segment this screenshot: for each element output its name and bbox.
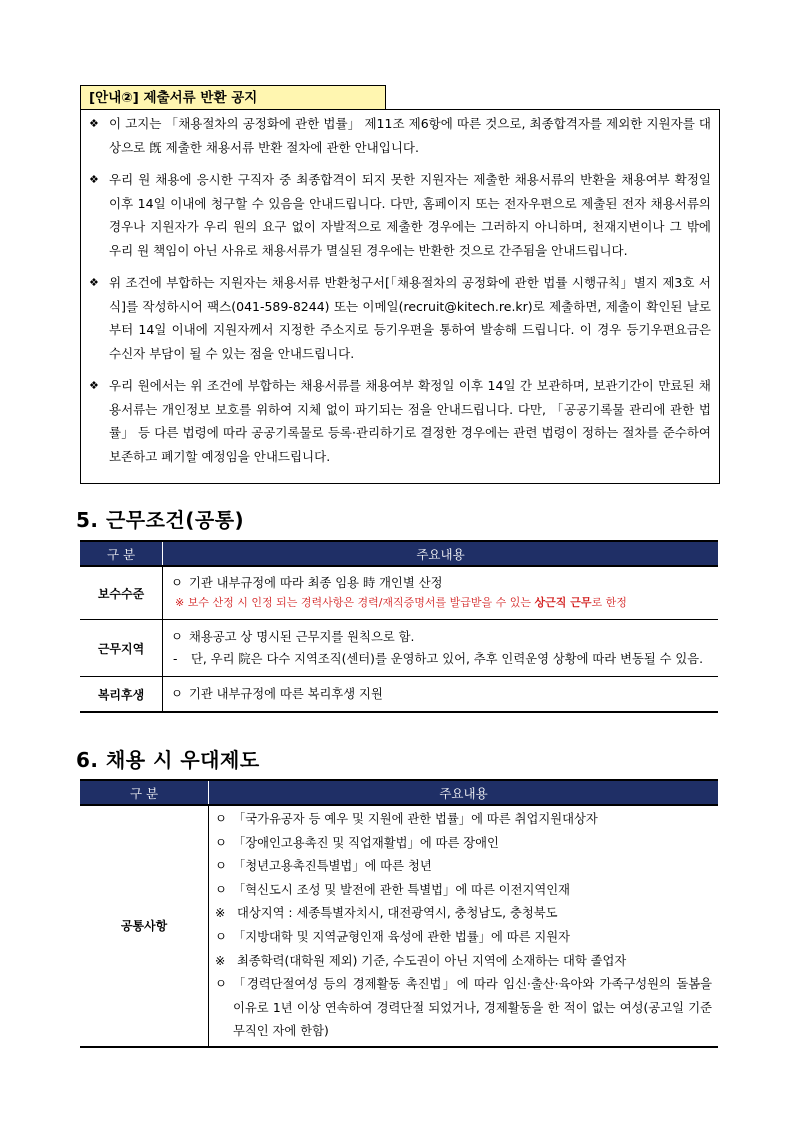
- list-item: ㅇ 「경력단절여성 등의 경제활동 촉진법」에 따라 임신·출산·육아와 가족구성원의 돌봄을 이유로 1년 이상 연속하여 경력단절 되었거나, 경제활동을 한 적이 없는 여성(공고일 기준 무직인 자에 한함): [215, 977, 712, 1039]
- col-header-content: 주요내용: [163, 541, 719, 566]
- salary-note: ※ 보수 산정 시 인정 되는 경력사항은 경력/재직증명서를 발급받을 수 있는 상근직 근무로 한정: [175, 596, 627, 609]
- diamond-bullet-icon: ❖: [89, 117, 99, 130]
- row-content: [163, 566, 719, 620]
- notice-item-text: 우리 원 채용에 응시한 구직자 중 최종합격이 되지 못한 지원자는 제출한 채용서류의 반환을 채용여부 확정일 이후 14일 이내에 청구할 수 있음을 안내드립니다. 다만, 홈페이지 또는 전자우편으로 제출된 전자 채용서류의 경우나 지원자가 우리 원의 요구 없이 자발적으로 제출한 경우에는 그러하지 아니하며, 천재지변이나 그 밖에 우리 원 책임이 아닌 사유로 채용서류가 멸실된 경우에는 반환한 것으로 간주됨을 안내드립니다.: [109, 172, 711, 258]
- row-label: 복리후생: [80, 677, 163, 713]
- preference-table: [80, 779, 718, 1048]
- row-label: 보수수준: [80, 566, 163, 620]
- circle-bullet-icon: ㅇ: [171, 630, 183, 644]
- section6-heading: 6. 채용 시 우대제도: [76, 748, 260, 772]
- row-main-text: 채용공고 상 명시된 근무지를 원칙으로 함.: [189, 630, 415, 644]
- list-item: ㅇ 「국가유공자 등 예우 및 지원에 관한 법률」에 따른 취업지원대상자: [215, 812, 598, 826]
- row-label: 근무지역: [80, 620, 163, 677]
- table-row: [80, 805, 718, 1047]
- list-note: ※ 대상지역 : 세종특별자치시, 대전광역시, 충청남도, 충청북도: [215, 906, 558, 921]
- notice-title: [안내②] 제출서류 반환 공지: [80, 85, 386, 109]
- section5-heading: 5. 근무조건(공통): [76, 508, 245, 532]
- work-conditions-table: [80, 540, 718, 713]
- notice-item: [89, 112, 711, 159]
- row-content: [163, 677, 719, 713]
- row-content: [163, 620, 719, 677]
- list-item: ㅇ 「지방대학 및 지역균형인재 육성에 관한 법률」에 따른 지원자: [215, 929, 571, 944]
- col-header-content: 주요내용: [209, 780, 719, 805]
- diamond-bullet-icon: ❖: [89, 173, 99, 186]
- col-header-category: 구 분: [80, 541, 163, 566]
- notice-item-text: 우리 원에서는 위 조건에 부합하는 채용서류를 채용여부 확정일 이후 14일 간 보관하며, 보관기간이 만료된 채용서류는 개인정보 보호를 위하여 지체 없이 파기되는 점을 안내드립니다. 다만, 「공공기록물 관리에 관한 법률」 등 다른 법령에 따라 공공기록물로 등록·관리하기로 결정한 경우에는 관련 법령이 정하는 절차를 준수하여 보존하고 폐기할 예정임을 안내드립니다.: [109, 378, 711, 464]
- table-row: [80, 677, 718, 713]
- row-content: [209, 805, 719, 1047]
- notice-item-text: 이 고지는 「채용절차의 공정화에 관한 법률」 제11조 제6항에 따른 것으로, 최종합격자를 제외한 지원자를 대상으로 旣 제출한 채용서류 반환 절차에 관한 안내입니다.: [109, 116, 711, 155]
- dash-bullet-icon: -: [173, 652, 178, 666]
- notice-box: [80, 109, 720, 484]
- circle-bullet-icon: ㅇ: [171, 687, 183, 701]
- notice-item: [89, 168, 711, 262]
- list-item: ㅇ 「청년고용촉진특별법」에 따른 청년: [215, 859, 432, 874]
- row-sub-text: 단, 우리 院은 다수 지역조직(센터)를 운영하고 있어, 추후 인력운영 상황에 따라 변동될 수 있음.: [191, 652, 704, 666]
- row-label: 공통사항: [80, 805, 209, 1047]
- diamond-bullet-icon: ❖: [89, 276, 99, 289]
- diamond-bullet-icon: ❖: [89, 379, 99, 392]
- list-item: ㅇ 「혁신도시 조성 및 발전에 관한 특별법」에 따른 이전지역인재: [215, 882, 571, 897]
- table-row: [80, 620, 718, 677]
- notice-item: [89, 271, 711, 365]
- col-header-category: 구 분: [80, 780, 209, 805]
- list-item: ㅇ 「장애인고용촉진 및 직업재활법」에 따른 장애인: [215, 835, 499, 850]
- notice-item: [89, 374, 711, 468]
- row-main-text: 기관 내부규정에 따른 복리후생 지원: [189, 687, 383, 701]
- circle-bullet-icon: ㅇ: [171, 576, 183, 590]
- list-note: ※ 최종학력(대학원 제외) 기준, 수도권이 아닌 지역에 소재하는 대학 졸업자: [215, 953, 627, 968]
- table-row: [80, 566, 718, 620]
- row-main-text: 기관 내부규정에 따라 최종 임용 時 개인별 산정: [189, 576, 443, 590]
- notice-item-text: 위 조건에 부합하는 지원자는 채용서류 반환청구서[「채용절차의 공정화에 관한 법률 시행규칙」별지 제3호 서식]를 작성하시어 팩스(041-589-8244) 또는 이메일(recruit@kitech.re.kr)로 제출하면, 제출이 확인된 날로부터 14일 이내에 지원자께서 지정한 주소지로 등기우편을 통하여 발송해 드립니다. 이 경우 등기우편요금은 수신자 부담이 될 수 있는 점을 안내드립니다.: [109, 275, 711, 361]
